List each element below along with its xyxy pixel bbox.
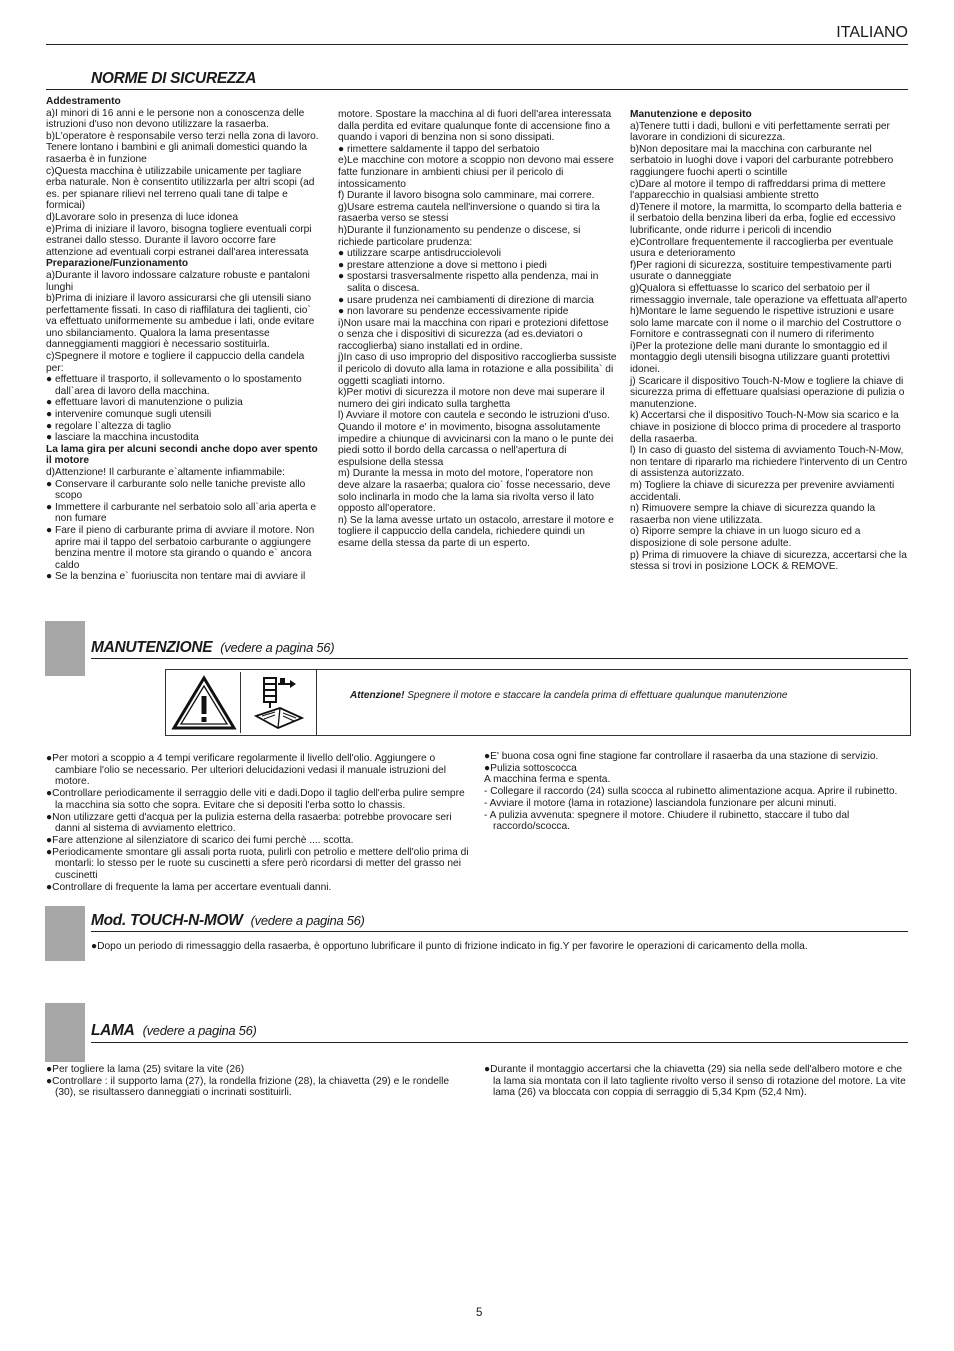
list-item: ●Per motori a scoppio a 4 tempi verificare regolarmente il livello dell'olio. Aggiungere o cambiare l'olio se necessario. Per ulteriori delucidazioni vedasi il manuale istruzioni del motore. [46, 753, 446, 788]
rule-item: b)L'operatore è responsabile verso terzi nella zona di lavoro. Tenere lontano i bambini e gli animali domestici quando la rasaerba è in funzione [46, 130, 319, 165]
maintenance-list-left [46, 753, 471, 893]
maintenance-list-right [484, 751, 909, 833]
section-marker [45, 1003, 85, 1062]
rule-item: h)Montare le lame seguendo le rispettive istruzioni e usare solo lame marcate con il nome o il marchio del Costruttore o Fornitore e contrassegnati con il numero di riferimento [630, 306, 902, 341]
bullet-item: ● intervenire comunque sugli utensili [46, 409, 212, 421]
list-item: ●Controllare : il supporto lama (27), la rondella frizione (28), la chiavetta (29) e le rondelle (30), se risultassero danneggiati o incrinati sostituirli. [46, 1075, 450, 1099]
section-rule [91, 1042, 908, 1043]
rule-item: p) Prima di rimuovere la chiave di sicurezza, accertarsi che la stessa si trovi in posizione LOCK & REMOVE. [630, 549, 907, 573]
section-title-lama: LAMA (vedere a pagina 56) [91, 1022, 257, 1039]
rule-item: k) Accertarsi che il dispositivo Touch-N-Mow sia scarico e la chiave in posizione di blocco prima di procedere al trasporto della rasaerba. [630, 410, 901, 445]
list-item: - Avviare il motore (lama in rotazione) lasciandola funzionare per alcuni minuti. [484, 797, 837, 809]
bullet-item: ● prestare attenzione a dove si mettono i piedi [338, 259, 547, 271]
section-marker [45, 906, 85, 961]
section-title-maintenance: MANUTENZIONE (vedere a pagina 56) [91, 639, 335, 656]
subheading: Addestramento [46, 96, 121, 107]
subheading: Manutenzione e deposito [630, 109, 752, 120]
rule-item: b)Non depositare mai la macchina con carburante nel serbatoio in luoghi dove i vapori del carburante potrebbero raggiungere fuochi aperti o scintille [630, 143, 894, 178]
bullet-item: ● Conservare il carburante solo nelle taniche previste allo scopo [46, 478, 306, 502]
subheading: La lama gira per alcuni secondi anche dopo aver spento il motore [46, 443, 318, 467]
rule-item: i)Non usare mai la macchina con ripari e protezioni difettose o senza che i dispositivi di sicurezza (ad es.deviatori o raccoglierba) siano installati ed in ordine. [338, 317, 609, 352]
warning-divider [316, 670, 317, 735]
rule-item: b)Prima di iniziare il lavoro assicurarsi che gli utensili siano perfettamente fissati. In caso di riaffilatura dei taglienti, cio` va effettuato uniformemente su ambedue i lati, onde evitare uno sbilanciamento. Qualora la lama presentasse danneggiamenti maggiori è necessario sostituirla. [46, 293, 315, 351]
rule-item: m) Togliere la chiave di sicurezza per prevenire avviamenti accidentali. [630, 480, 895, 503]
section-rule [91, 658, 908, 659]
bullet-item: ● effettuare il trasporto, il sollevamento o lo spostamento dall`area di lavoro della macchina. [46, 374, 302, 397]
bullet-item: ● Fare il pieno di carburante prima di avviare il motore. Non aprire mai il tappo del serbatoio carburante o aggiungere benzina mentre il motore sta girando o quando e` ancora caldo [46, 524, 315, 571]
bullet-item: ● regolare l`altezza di taglio [46, 420, 172, 432]
bullet-item: ● effettuare lavori di manutenzione o pulizia [46, 397, 243, 409]
list-item: ●E' buona cosa ogni fine stagione far controllare il rasaerba da una stazione di servizio. [484, 751, 879, 762]
list-item: ●Controllare periodicamente il serraggio delle viti e dadi.Dopo il taglio dell'erba pulire sempre la macchina sia sotto che sopra. Evitare che si depositi l'erba sotto lo chassis. [46, 788, 465, 811]
page-number: 5 [476, 1307, 483, 1319]
section-rule [91, 931, 908, 932]
rule-item: a)I minori di 16 anni e le persone non a conoscenza delle istruzioni d'uso non devono utilizzare la rasaerba. [46, 107, 305, 131]
list-item: ●Durante il montaggio accertarsi che la chiavetta (29) sia nella sede dell'albero motore e che la lama sia montata con il lato tagliente rivolto verso il senso di rotazione del motore. La vite lama (26) va bloccata con coppia di serraggio di 5,34 Kpm (52,4 Nm). [484, 1064, 906, 1099]
rule-item: l) Avviare il motore con cautela e secondo le istruzioni d'uso. Quando il motore e' in movimento, bisogna assolutamente impedire a chiunque di avvicinarsi con la mano o le punte dei piedi sotto il bordo della carcassa o nell'apertura di espulsione della stessa [338, 410, 614, 468]
bullet-item: ● Se la benzina e` fuoriuscita non tentare mai di avviare il [46, 571, 306, 583]
bullet-item: ● utilizzare scarpe antisdrucciolevoli [338, 248, 501, 260]
section-marker [45, 621, 85, 676]
safety-column-1 [46, 96, 324, 583]
manual-spark-plug-icon [242, 672, 314, 733]
rule-item: motore. Spostare la macchina al di fuori dell'area interessata dalla perdita ed evitare qualunque fonte di accensione fino a quando i vapori di benzina non si sono dissipati. [338, 109, 612, 144]
rule-item: d)Lavorare solo in presenza di luce idonea [46, 211, 238, 223]
rule-item: o) Riporre sempre la chiave in un luogo sicuro ed a disposizione di sole persone adulte. [630, 526, 861, 549]
section-subtitle: (vedere a pagina 56) [142, 1023, 257, 1038]
lama-list-right [484, 1064, 909, 1099]
rule-item: l) In caso di guasto del sistema di avviamento Touch-N-Mow, non tentare di ripararlo ma richiedere l'intervento di un Centro di assistenza autorizzato. [630, 445, 908, 480]
section-subtitle: (vedere a pagina 56) [220, 640, 335, 655]
header-rule [46, 44, 908, 45]
rule-item: i)Per la protezione delle mani durante lo smontaggio ed il montaggio degli utensili bisogna utilizzare guanti protettivi idonei. [630, 340, 890, 376]
warning-box [165, 669, 911, 736]
list-item: ●Non utilizzare getti d'acqua per la pulizia esterna della rasaerba: potrebbe provocare seri danni al sistema di avviamento elettrico. [46, 811, 452, 835]
bullet-item: ● Immettere il carburante nel serbatoio solo all`aria aperta e non fumare [46, 501, 317, 525]
section-subtitle: (vedere a pagina 56) [250, 913, 365, 928]
rule-item: a)Durante il lavoro indossare calzature robuste e pantaloni lunghi [46, 269, 310, 293]
warning-text: Attenzione! Spegnere il motore e staccare la candela prima di effettuare qualunque manutenzione [350, 690, 788, 701]
list-item: - Collegare il raccordo (24) sulla scocca al rubinetto alimentazione acqua. Aprire il rubinetto. [484, 786, 898, 798]
rule-item: e)Le macchine con motore a scoppio non devono mai essere fatte funzionare in ambienti chiusi per il pericolo di intossicamento [338, 155, 614, 190]
rule-item: f)Per ragioni di sicurezza, sostituire tempestivamente parti usurate o danneggiate [630, 259, 892, 283]
rule-item: c)Spegnere il motore e togliere il cappuccio della candela per: [46, 351, 305, 374]
rule-item: c)Dare al motore il tempo di raffreddarsi prima di mettere l'apparecchio in qualsiasi ambiente stretto [630, 178, 886, 202]
rule-item: d)Tenere il motore, la marmitta, lo scomparto della batteria e il serbatoio della benzina liberi da erba, foglie ed eccessivo lubrificante, onde ridurre i pericoli di incendio [630, 201, 902, 236]
rule-item: g)Usare estrema cautela nell'inversione o quando si tira la rasaerba verso se stessi [338, 201, 600, 225]
rule-item: n) Se la lama avesse urtato un ostacolo, arrestare il motore e togliere il cappuccio della candela, richiedere quindi un esame della stessa da parte di un esperto. [338, 514, 614, 549]
rule-item: f) Durante il lavoro bisogna solo camminare, mai correre. [338, 190, 595, 202]
rule-item: c)Questa macchina è utilizzabile unicamente per tagliare erba naturale. Non è consentito utilizzarla per altri scopi (ad es. per spianare rilievi nel terreno quali tane di talpe e formicai) [46, 165, 315, 212]
list-item: ●Pulizia sottoscocca [484, 762, 577, 774]
list-item: ●Fare attenzione al silenziatore di scarico dei fumi perchè .... scotta. [46, 834, 354, 846]
warning-triangle-icon [168, 672, 241, 733]
bullet-item: ● spostarsi trasversalmente rispetto alla pendenza, mai in salita o discesa. [338, 271, 599, 294]
list-item: - A pulizia avvenuta: spegnere il motore. Chiudere il rubinetto, staccare il tubo dal raccordo/scocca. [484, 809, 850, 833]
safety-column-2 [338, 109, 617, 550]
rule-item: j) Scaricare il dispositivo Touch-N-Mow e togliere la chiave di sicurezza prima di effettuare qualsiasi operazione di pulizia o manutenzione. [630, 375, 905, 410]
list-item: ●Per togliere la lama (25) svitare la vite (26) [46, 1064, 245, 1075]
list-item: ●Controllare di frequente la lama per accertare eventuali danni. [46, 881, 332, 893]
section-title-safety: NORME DI SICUREZZA [91, 70, 257, 87]
list-item: ●Periodicamente smontare gli assali porta ruota, pulirli con petrolio e mettere dell'olio prima di montarli: lo stesso per le ruote su cuscinetti a sfere però ricordarsi di metter del grasso nei cuscinetti [46, 846, 469, 882]
rule-item: m) Durante la messa in moto del motore, l'operatore non deve alzare la rasaerba; qualora cio` fosse necessario, deve solo inclinarla in modo che la lama sia rivolta verso il lato opposto all'operatore. [338, 468, 611, 515]
bullet-item: ● lasciare la macchina incustodita [46, 432, 199, 444]
section-title-touch: Mod. TOUCH-N-MOW (vedere a pagina 56) [91, 912, 365, 929]
rule-item: n) Rimuovere sempre la chiave di sicurezza quando la rasaerba non viene utilizzata. [630, 503, 876, 526]
safety-column-3 [630, 109, 909, 573]
bullet-item: ● rimettere saldamente il tappo del serbatoio [338, 143, 540, 155]
list-item: A macchina ferma e spenta. [484, 774, 611, 786]
rule-item: e)Controllare frequentemente il raccoglierba per eventuale usura e deterioramento [630, 236, 894, 260]
touch-text: ●Dopo un periodo di rimessaggio della rasaerba, è opportuno lubrificare il punto di frizione indicato in fig.Y per favorire le operazioni di caricamento della molla. [91, 941, 808, 952]
lama-list-left [46, 1064, 471, 1099]
bullet-item: ● non lavorare su pendenze eccessivamente ripide [338, 306, 569, 318]
subheading: Preparazione/Funzionamento [46, 258, 189, 270]
language-label: ITALIANO [836, 24, 908, 41]
rule-item: j)In caso di uso improprio del dispositivo raccoglierba sussiste il pericolo di dovuto alla lama in rotazione e alla possibilita` di oggetti scagliati intorno. [338, 352, 617, 387]
rule-item: h)Durante il funzionamento su pendenze o discese, si richiede particolare prudenza: [338, 224, 581, 248]
rule-item: k)Per motivi di sicurezza il motore non deve mai superare il numero dei giri indicato sulla targhetta [338, 387, 605, 410]
rule-item: e)Prima di iniziare il lavoro, bisogna togliere eventuali corpi estranei dallo stesso. Durante il lavoro occorre fare attenzione ad eventuali corpi estranei dall'area interessata [46, 223, 312, 258]
bullet-item: ● usare prudenza nei cambiamenti di direzione di marcia [338, 294, 594, 306]
section-rule [46, 89, 908, 90]
rule-item: d)Attenzione! Il carburante e`altamente infiammabile: [46, 467, 285, 478]
rule-item: a)Tenere tutti i dadi, bulloni e viti perfettamente serrati per lavorare in condizioni di sicurezza. [630, 120, 890, 144]
rule-item: g)Qualora si effettuasse lo scarico del serbatoio per il rimessaggio invernale, tale operazione va effettuata all'aperto [630, 282, 907, 306]
